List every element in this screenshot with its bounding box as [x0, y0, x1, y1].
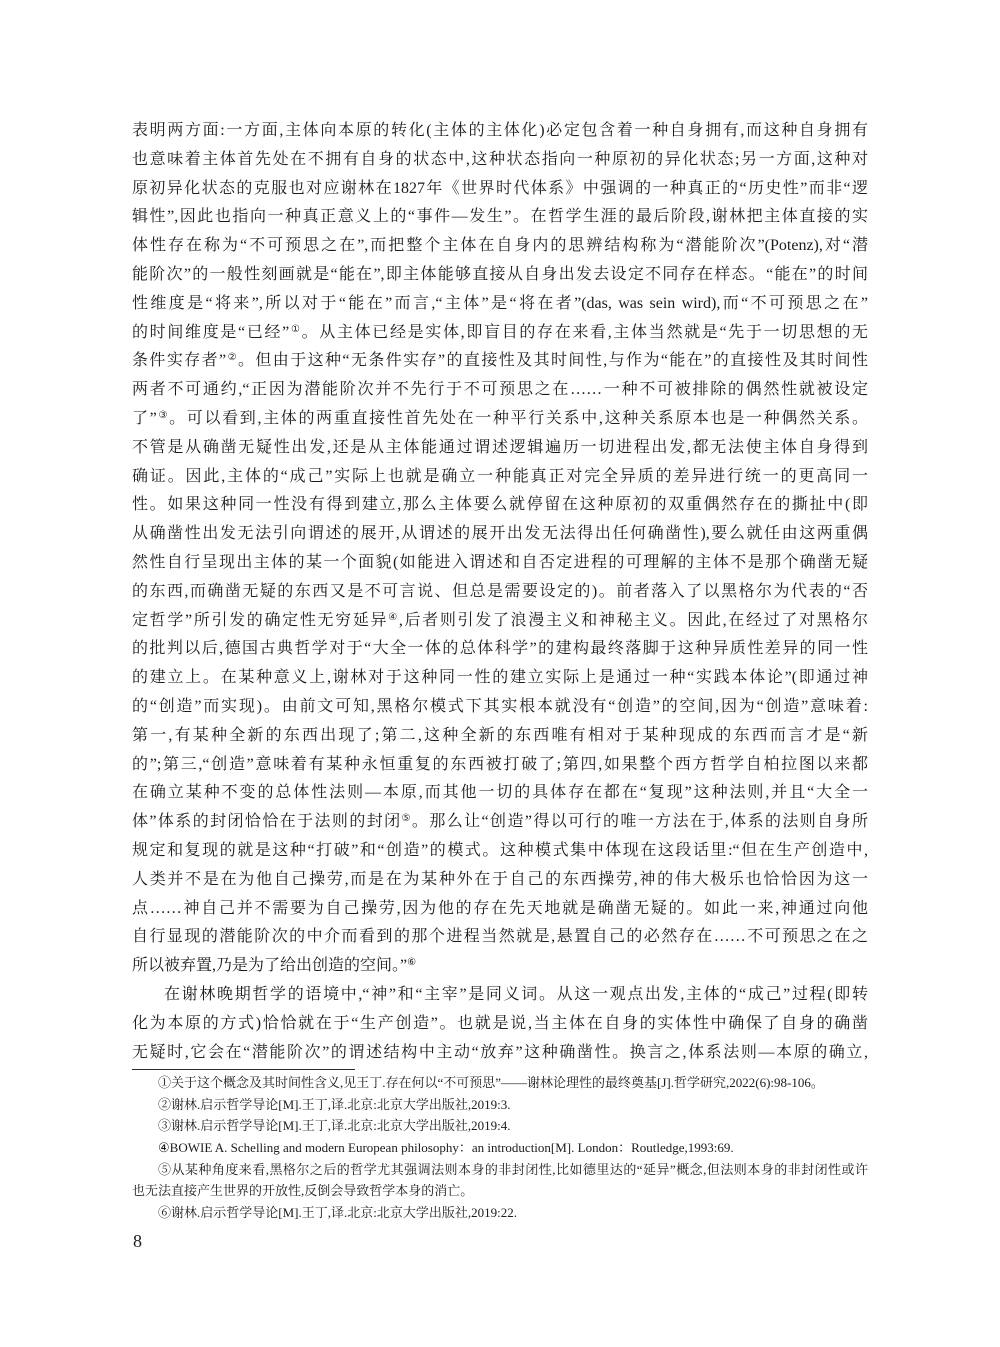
footnote-ref: ⑥ — [407, 957, 417, 969]
footnote-line: ⑥谢林.启示哲学导论[M].王丁,译.北京:北京大学出版社,2019:22. — [158, 1205, 517, 1221]
body-line: 条件实存者”②。但由于这种“无条件实存”的直接性及其时间性,与作为“能在”的直接性及其时间性 — [132, 352, 868, 370]
body-line: 两者不可通约,“正因为潜能阶次并不先行于不可预思之在……一种不可被排除的偶然性就被设定 — [132, 381, 868, 399]
body-line: 所以被弃置,乃是为了给出创造的空间。”⑥ — [132, 957, 417, 975]
footnote-line: 也无法直接产生世界的开放性,反倒会导致哲学本身的消亡。 — [132, 1183, 474, 1199]
body-line: 不管是从确凿无疑性出发,还是从主体能通过谓述逻辑遍历一切进程出发,都无法使主体自身得到 — [132, 438, 868, 456]
footnote-ref: ① — [289, 323, 302, 335]
body-line: 化为本原的方式)恰恰就在于“生产创造”。也就是说,当主体在自身的实体性中确保了自身的确凿 — [132, 1014, 868, 1032]
footnote-ref: ③ — [156, 409, 170, 421]
body-line: 原初异化状态的克服也对应谢林在1827年《世界时代体系》中强调的一种真正的“历史性”而非“逻 — [132, 179, 868, 197]
footnote-ref: ⑤ — [401, 813, 412, 825]
body-line: 从确凿性出发无法引向谓述的展开,从谓述的展开出发无法得出任何确凿性),要么就任由这两重偶 — [132, 525, 868, 543]
body-line: 在确立某种不变的总体性法则—本原,而其他一切的具体存在都在“复现”这种法则,并且“大全一 — [132, 784, 868, 802]
body-line: 无疑时,它会在“潜能阶次”的谓述结构中主动“放弃”这种确凿性。换言之,体系法则—本原的确立, — [132, 1043, 868, 1061]
body-line: 人类并不是在为他自己操劳,而是在为某种外在于自己的东西操劳,神的伟大极乐也恰恰因为这一 — [132, 870, 868, 888]
body-line: 规定和复现的就是这种“打破”和“创造”的模式。这种模式集中体现在这段话里:“但在生产创造中, — [132, 841, 868, 859]
footnote-ref: ④ — [388, 611, 399, 623]
footnote-line: ③谢林.启示哲学导论[M].王丁,译.北京:北京大学出版社,2019:4. — [158, 1118, 511, 1134]
body-line: 了”③。可以看到,主体的两重直接性首先处在一种平行关系中,这种关系原本也是一种偶然关系。 — [132, 409, 868, 427]
body-line: 体”体系的封闭恰恰在于法则的封闭⑤。那么让“创造”得以可行的唯一方法在于,体系的法则自身所 — [132, 813, 868, 831]
body-line: 定哲学”所引发的确定性无穷延异④,后者则引发了浪漫主义和神秘主义。因此,在经过了对黑格尔 — [132, 611, 868, 629]
body-line: 第一,有某种全新的东西出现了;第二,这种全新的东西唯有相对于某种现成的东西而言才是“新 — [132, 726, 868, 744]
body-line: 的建立上。在某种意义上,谢林对于这种同一性的建立实际上是通过一种“实践本体论”(即通过神 — [132, 669, 868, 687]
body-line: 辑性”,因此也指向一种真正意义上的“事件—发生”。在哲学生涯的最后阶段,谢林把主体直接的实 — [132, 208, 868, 226]
body-line: 能阶次”的一般性刻画就是“能在”,即主体能够直接从自身出发去设定不同存在样态。“能在”的时间 — [132, 265, 868, 283]
body-line: 也意味着主体首先处在不拥有自身的状态中,这种状态指向一种原初的异化状态;另一方面,这种对 — [132, 150, 868, 168]
body-line: 在谢林晚期哲学的语境中,“神”和“主宰”是同义词。从这一观点出发,主体的“成己”过程(即转 — [164, 985, 868, 1003]
body-line: 表明两方面:一方面,主体向本原的转化(主体的主体化)必定包含着一种自身拥有,而这种自身拥有 — [132, 122, 868, 139]
body-line: 点……神自己并不需要为自己操劳,因为他的存在先天地就是确凿无疑的。如此一来,神通过向他 — [132, 899, 868, 917]
body-line: 的”;第三,“创造”意味着有某种永恒重复的东西被打破了;第四,如果整个西方哲学自柏拉图以来都 — [132, 755, 868, 773]
body-text — [132, 117, 868, 1067]
body-line: 体性存在称为“不可预思之在”,而把整个主体在自身内的思辨结构称为“潜能阶次”(Potenz),对“潜 — [132, 237, 868, 255]
body-line: 性维度是“将来”,所以对于“能在”而言,“主体”是“将在者”(das, was sein wird),而“不可预思之在” — [132, 294, 868, 312]
footnote-line: ②谢林.启示哲学导论[M].王丁,译.北京:北京大学出版社,2019:3. — [158, 1096, 511, 1112]
body-line: 自行显现的潜能阶次的中介而看到的那个进程当然就是,悬置自己的必然存在……不可预思之在之 — [132, 928, 868, 946]
footnote-line: ①关于这个概念及其时间性含义,见王丁.存在何以“不可预思”——谢林论理性的最终奠基[J].哲学研究,2022(6):98-106。 — [158, 1075, 824, 1090]
footnote-separator — [132, 1069, 355, 1070]
body-line: 的“创造”而实现)。由前文可知,黑格尔模式下其实根本就没有“创造”的空间,因为“创造”意味着: — [132, 697, 868, 715]
footnotes — [132, 1072, 868, 1224]
body-line: 确证。因此,主体的“成己”实际上也就是确立一种能真正对完全异质的差异进行统一的更高同一 — [132, 467, 868, 485]
footnote-ref: ② — [226, 352, 238, 364]
footnote-line: ⑤从某种角度来看,黑格尔之后的哲学尤其强调法则本身的非封闭性,比如德里达的“延异”概念,但法则本身的非封闭性或许 — [158, 1161, 868, 1177]
body-line: 的东西,而确凿无疑的东西又是不可言说、但总是需要设定的)。前者落入了以黑格尔为代表的“否 — [132, 582, 868, 600]
body-line: 的时间维度是“已经”①。从主体已经是实体,即盲目的存在来看,主体当然就是“先于一切思想的无 — [132, 323, 868, 341]
body-line: 然性自行呈现出主体的某一个面貌(如能进入谓述和自否定进程的可理解的主体不是那个确凿无疑 — [132, 553, 868, 571]
body-line: 的批判以后,德国古典哲学对于“大全一体的总体科学”的建构最终落脚于这种异质性差异的同一性 — [132, 640, 868, 658]
body-line: 性。如果这种同一性没有得到建立,那么主体要么就停留在这种原初的双重偶然存在的撕扯中(即 — [132, 496, 868, 514]
footnote-line: ④BOWIE A. Schelling and modern European philosophy：an introduction[M]. London：Routledge,1993:69. — [158, 1140, 734, 1156]
page-number: 8 — [133, 1231, 142, 1251]
